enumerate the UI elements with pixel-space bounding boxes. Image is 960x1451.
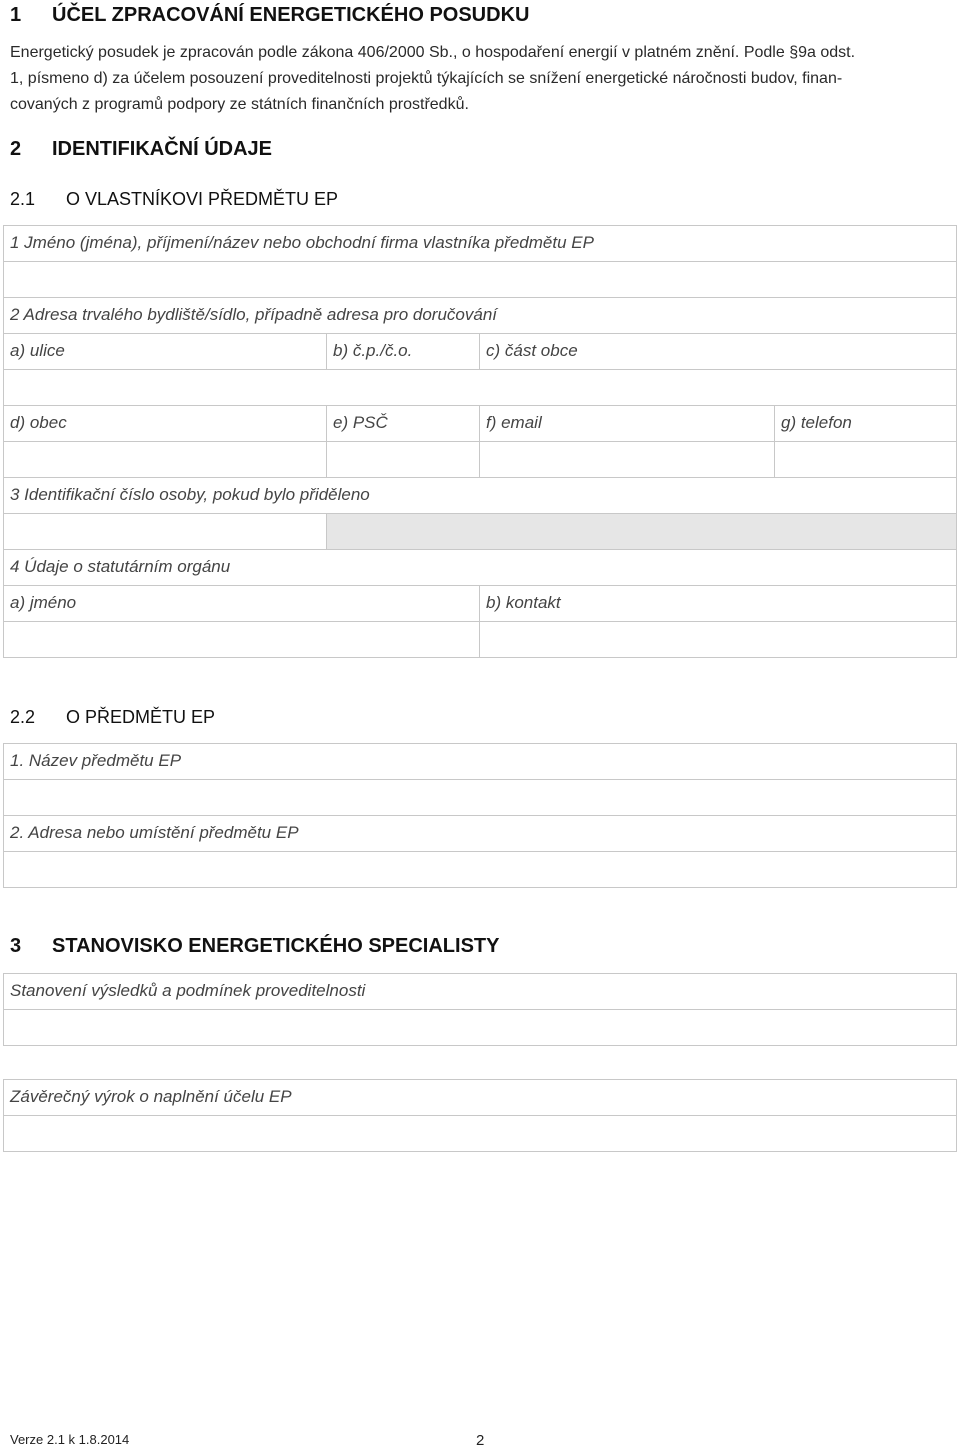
- section-number: 1: [10, 4, 22, 26]
- section-title: STANOVISKO ENERGETICKÉHO SPECIALISTY: [52, 935, 500, 957]
- footer-version: Verze 2.1 k 1.8.2014: [10, 1432, 130, 1447]
- subsection-number: 2.1: [10, 189, 36, 209]
- section-3-heading: [10, 935, 499, 958]
- statutory-label: 4 Údaje o statutárním orgánu: [4, 550, 957, 586]
- subsection-title: O PŘEDMĚTU EP: [66, 707, 216, 727]
- section-number: 3: [10, 935, 22, 957]
- email-field[interactable]: [480, 442, 775, 478]
- town-field[interactable]: [4, 442, 327, 478]
- street-district-field[interactable]: [4, 370, 957, 406]
- page-number: 2: [476, 1432, 485, 1449]
- subject-form: [3, 743, 957, 888]
- subsection-2-1-heading: [10, 189, 338, 210]
- final-statement-field[interactable]: [4, 1116, 957, 1152]
- section-title: IDENTIFIKAČNÍ ÚDAJE: [52, 138, 273, 160]
- id-number-shaded-cell: [327, 514, 957, 550]
- phone-field[interactable]: [775, 442, 957, 478]
- final-statement-form: [3, 1079, 957, 1152]
- owner-form: [3, 225, 957, 658]
- intro-line: Energetický posudek je zpracován podle zákona 406/2000 Sb., o hospodaření energií v platném znění. Podle §9a odst.: [10, 44, 856, 61]
- results-label: Stanovení výsledků a podmínek proveditelnosti: [4, 974, 957, 1010]
- subject-address-field[interactable]: [4, 852, 957, 888]
- statutory-contact-label: b) kontakt: [480, 586, 957, 622]
- intro-line: covaných z programů podpory ze státních finančních prostředků.: [10, 96, 469, 113]
- subject-name-field[interactable]: [4, 780, 957, 816]
- district-label: c) část obce: [480, 334, 957, 370]
- statutory-name-label: a) jméno: [4, 586, 480, 622]
- owner-name-field[interactable]: [4, 262, 957, 298]
- section-number: 2: [10, 138, 22, 160]
- address-label: 2 Adresa trvalého bydliště/sídlo, případně adresa pro doručování: [4, 298, 957, 334]
- statutory-name-field[interactable]: [4, 622, 480, 658]
- zip-field[interactable]: [327, 442, 480, 478]
- subject-address-label: 2. Adresa nebo umístění předmětu EP: [4, 816, 957, 852]
- house-number-label: b) č.p./č.o.: [327, 334, 480, 370]
- intro-paragraph: [10, 40, 955, 118]
- results-field[interactable]: [4, 1010, 957, 1046]
- results-form: [3, 973, 957, 1046]
- subsection-2-2-heading: [10, 707, 215, 728]
- email-label: f) email: [480, 406, 775, 442]
- id-number-field[interactable]: [4, 514, 327, 550]
- town-label: d) obec: [4, 406, 327, 442]
- intro-line: 1, písmeno d) za účelem posouzení proveditelnosti projektů týkajících se snížení energetické náročnosti budov, finan-: [10, 70, 843, 87]
- section-2-heading: [10, 138, 272, 161]
- section-title: ÚČEL ZPRACOVÁNÍ ENERGETICKÉHO POSUDKU: [52, 4, 530, 26]
- statutory-contact-field[interactable]: [480, 622, 957, 658]
- id-number-label: 3 Identifikační číslo osoby, pokud bylo přiděleno: [4, 478, 957, 514]
- phone-label: g) telefon: [775, 406, 957, 442]
- subject-name-label: 1. Název předmětu EP: [4, 744, 957, 780]
- final-statement-label: Závěrečný výrok o naplnění účelu EP: [4, 1080, 957, 1116]
- zip-label: e) PSČ: [327, 406, 480, 442]
- street-label: a) ulice: [4, 334, 327, 370]
- section-1-heading: [10, 4, 529, 27]
- subsection-title: O VLASTNÍKOVI PŘEDMĚTU EP: [66, 189, 339, 209]
- subsection-number: 2.2: [10, 707, 36, 727]
- owner-name-label: 1 Jméno (jména), příjmení/název nebo obchodní firma vlastníka předmětu EP: [4, 226, 957, 262]
